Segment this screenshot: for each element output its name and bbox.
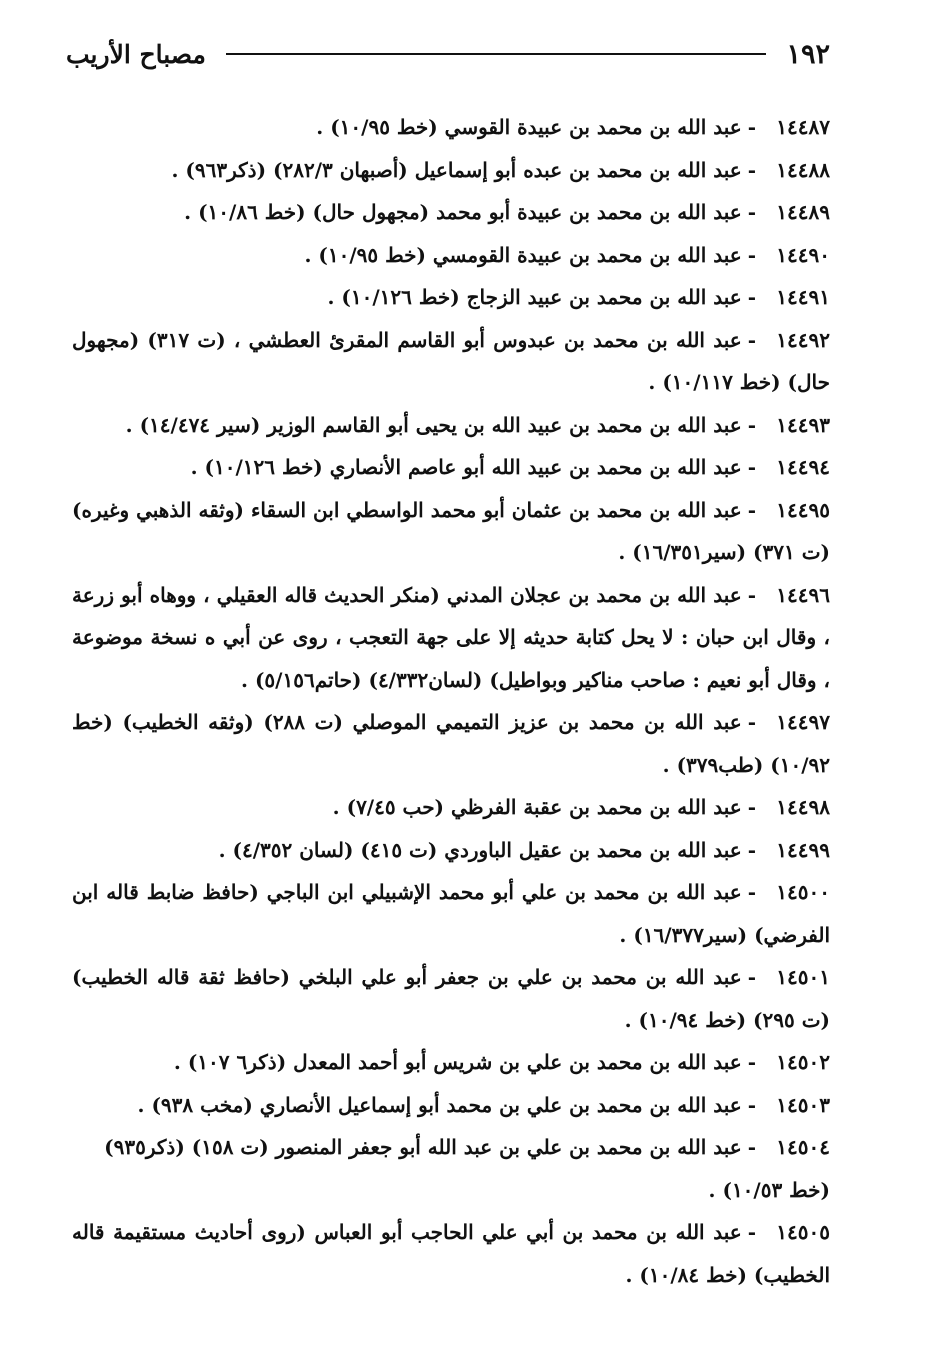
entry-text: عبد الله بن محمد بن عبده أبو إسماعيل (أصبهان ٢٨٢/٣) (ذكر٩٦٣) . bbox=[171, 157, 742, 182]
list-item: ١٤٤٩٥-عبد الله بن محمد بن عثمان أبو محمد الواسطي ابن السقاء (وثقه الذهبي وغيره) (ت ٣٧١) (سير١٦/٣٥١) . bbox=[72, 489, 830, 574]
entry-number: ١٤٤٨٨ bbox=[776, 157, 830, 182]
entry-number: ١٤٤٩٢ bbox=[776, 327, 831, 352]
entry-text: عبد الله بن محمد بن عثمان أبو محمد الواسطي ابن السقاء (وثقه الذهبي وغيره) (ت ٣٧١) (سير١٦/٣٥١) . bbox=[72, 497, 830, 564]
entry-number: ١٤٤٩١ bbox=[776, 285, 830, 309]
entry-text: عبد الله بن محمد بن علي أبو محمد الإشبيلي ابن الباجي (حافظ ضابط قاله ابن الفرضي) (سير١٦/٣٧٧) . bbox=[72, 880, 830, 947]
list-item: ١٤٤٩٠-عبد الله بن محمد بن عبيدة القومسي (خط ١٠/٩٥) . bbox=[72, 234, 830, 277]
entry-text: عبد الله بن محمد بن عبيدة القوسي (خط ١٠/٩٥) . bbox=[316, 115, 742, 139]
list-item: ١٤٤٩٣-عبد الله بن محمد بن عبيد الله بن يحيى أبو القاسم الوزير (سير ١٤/٤٧٤) . bbox=[72, 404, 830, 447]
entry-list bbox=[72, 106, 830, 1296]
entry-text: عبد الله بن محمد بن علي بن جعفر أبو علي البلخي (حافظ ثقة قاله الخطيب) (ت ٢٩٥) (خط ١٠/٩٤) . bbox=[72, 965, 830, 1032]
entry-number: ١٤٤٩٧ bbox=[776, 710, 830, 734]
entry-number: ١٤٤٩٩ bbox=[776, 837, 830, 862]
entry-number: ١٤٤٩٤ bbox=[776, 455, 830, 479]
entry-text: عبد الله بن محمد بن عبيد الله أبو عاصم الأنصاري (خط ١٠/١٢٦) . bbox=[190, 455, 742, 479]
list-item: ١٤٤٩٨-عبد الله بن محمد بن عقبة الفرظي (حب ٧/٤٥) . bbox=[72, 786, 830, 829]
list-item: ١٤٥٠٠-عبد الله بن محمد بن علي أبو محمد الإشبيلي ابن الباجي (حافظ ضابط قاله ابن الفرضي) (سير١٦/٣٧٧) . bbox=[72, 871, 830, 956]
entry-text: عبد الله بن محمد بن أبي علي الحاجب أبو العباس (روى أحاديث مستقيمة قاله الخطيب) (خط ١٠/٨٤) . bbox=[72, 1220, 830, 1287]
entry-number: ١٤٤٩٦ bbox=[776, 582, 830, 607]
entry-text: عبد الله بن محمد بن علي بن محمد أبو إسماعيل الأنصاري (مخب ٩٣٨) . bbox=[137, 1092, 742, 1117]
page-number: ١٩٢ bbox=[786, 38, 830, 70]
entry-number: ١٤٥٠٤ bbox=[776, 1135, 830, 1159]
list-item: ١٤٤٩٩-عبد الله بن محمد بن عقيل الباوردي (ت ٤١٥) (لسان ٤/٣٥٢) . bbox=[72, 829, 830, 872]
list-item: ١٤٤٨٨-عبد الله بن محمد بن عبده أبو إسماعيل (أصبهان ٢٨٢/٣) (ذكر٩٦٣) . bbox=[72, 149, 830, 192]
list-item: ١٤٥٠٤-عبد الله بن محمد بن علي بن عبد الله أبو جعفر المنصور (ت ١٥٨) (ذكر٩٣٥) (خط ١٠/٥٣) . bbox=[72, 1126, 830, 1211]
entry-number: ١٤٤٨٩ bbox=[776, 200, 830, 224]
entry-text: عبد الله بن محمد بن عقيل الباوردي (ت ٤١٥) (لسان ٤/٣٥٢) . bbox=[218, 837, 742, 862]
entry-text: عبد الله بن محمد بن عبيدة القومسي (خط ١٠/٩٥) . bbox=[304, 242, 742, 267]
entry-text: عبد الله بن محمد بن عبيدة أبو محمد (مجهول حال) (خط ١٠/٨٦) . bbox=[184, 200, 742, 224]
list-item: ١٤٤٩٢-عبد الله بن محمد بن عبدوس أبو القاسم المقرئ العطشي ، (ت ٣١٧) (مجهول حال) (خط ١٠/١١٧) . bbox=[72, 319, 830, 404]
list-item: ١٤٤٩٦-عبد الله بن محمد بن عجلان المدني (منكر الحديث قاله العقيلي ، ووهاه أبو زرعة ، وقال ابن حبان : لا يحل كتابة حديثه إلا على جهة التعجب ، روى عن أبي ه نسخة موضوعة ، وقال أبو نعيم : صاحب مناكير وبواطيل) (لسان٤/٣٣٢) (حاتم٥/١٥٦) . bbox=[72, 574, 830, 702]
header-rule bbox=[226, 53, 767, 55]
entry-text: عبد الله بن محمد بن عقبة الفرظي (حب ٧/٤٥) . bbox=[332, 795, 742, 819]
list-item: ١٤٥٠٢-عبد الله بن محمد بن علي بن شريس أبو أحمد المعدل (ذكر٦ ١٠٧) . bbox=[72, 1041, 830, 1084]
list-item: ١٤٤٩١-عبد الله بن محمد بن عبيد الزجاج (خط ١٠/١٢٦) . bbox=[72, 276, 830, 319]
entry-number: ١٤٥٠٠ bbox=[776, 880, 830, 904]
list-item: ١٤٤٨٧-عبد الله بن محمد بن عبيدة القوسي (خط ١٠/٩٥) . bbox=[72, 106, 830, 149]
entry-number: ١٤٤٩٣ bbox=[776, 412, 830, 437]
entry-text: عبد الله بن محمد بن عبيد الله بن يحيى أبو القاسم الوزير (سير ١٤/٤٧٤) . bbox=[125, 412, 742, 437]
entry-text: عبد الله بن محمد بن عزيز التميمي الموصلي (ت ٢٨٨) (وثقه الخطيب) (خط ١٠/٩٢) (طب٣٧٩) . bbox=[72, 710, 830, 777]
entry-text: عبد الله بن محمد بن عجلان المدني (منكر الحديث قاله العقيلي ، ووهاه أبو زرعة ، وقال ابن حبان : لا يحل كتابة حديثه إلا على جهة التعجب ، روى عن أبي ه نسخة موضوعة ، وقال أبو نعيم : صاحب مناكير وبواطيل) (لسان٤/٣٣٢) (حاتم٥/١٥٦) . bbox=[72, 582, 830, 692]
entry-number: ١٤٥٠٢ bbox=[776, 1050, 830, 1074]
entry-number: ١٤٤٩٥ bbox=[776, 497, 830, 522]
entry-text: عبد الله بن محمد بن علي بن شريس أبو أحمد المعدل (ذكر٦ ١٠٧) . bbox=[173, 1050, 742, 1074]
list-item: ١٤٥٠١-عبد الله بن محمد بن علي بن جعفر أبو علي البلخي (حافظ ثقة قاله الخطيب) (ت ٢٩٥) (خط ١٠/٩٤) . bbox=[72, 956, 830, 1041]
entry-text: عبد الله بن محمد بن عبدوس أبو القاسم المقرئ العطشي ، (ت ٣١٧) (مجهول حال) (خط ١٠/١١٧) . bbox=[72, 327, 830, 394]
list-item: ١٤٥٠٣-عبد الله بن محمد بن علي بن محمد أبو إسماعيل الأنصاري (مخب ٩٣٨) . bbox=[72, 1084, 830, 1127]
entry-number: ١٤٤٩٠ bbox=[776, 242, 830, 267]
entry-text: عبد الله بن محمد بن عبيد الزجاج (خط ١٠/١٢٦) . bbox=[327, 285, 742, 309]
running-title: مصباح الأريب bbox=[66, 39, 206, 69]
list-item: ١٤٤٩٧-عبد الله بن محمد بن عزيز التميمي الموصلي (ت ٢٨٨) (وثقه الخطيب) (خط ١٠/٩٢) (طب٣٧٩) . bbox=[72, 701, 830, 786]
entry-number: ١٤٤٨٧ bbox=[776, 115, 830, 139]
entry-number: ١٤٥٠٥ bbox=[776, 1220, 830, 1244]
entry-number: ١٤٥٠٣ bbox=[776, 1092, 830, 1117]
entry-number: ١٤٤٩٨ bbox=[776, 795, 830, 819]
list-item: ١٤٤٨٩-عبد الله بن محمد بن عبيدة أبو محمد (مجهول حال) (خط ١٠/٨٦) . bbox=[72, 191, 830, 234]
list-item: ١٤٤٩٤-عبد الله بن محمد بن عبيد الله أبو عاصم الأنصاري (خط ١٠/١٢٦) . bbox=[72, 446, 830, 489]
page-header bbox=[66, 34, 830, 74]
entry-text: عبد الله بن محمد بن علي بن عبد الله أبو جعفر المنصور (ت ١٥٨) (ذكر٩٣٥) (خط ١٠/٥٣) . bbox=[104, 1135, 830, 1202]
list-item: ١٤٥٠٥-عبد الله بن محمد بن أبي علي الحاجب أبو العباس (روى أحاديث مستقيمة قاله الخطيب) (خط ١٠/٨٤) . bbox=[72, 1211, 830, 1296]
entry-number: ١٤٥٠١ bbox=[776, 965, 830, 989]
